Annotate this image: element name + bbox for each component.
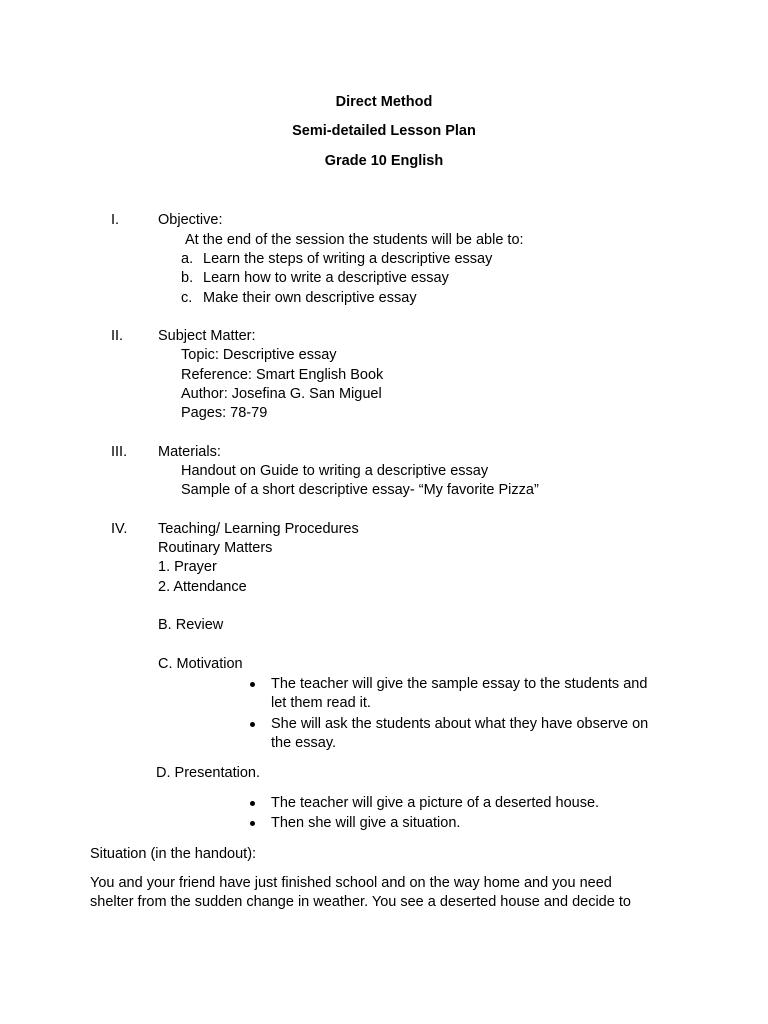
- subject-pages: Pages: 78-79: [181, 405, 268, 421]
- motivation-bullet: She will ask the students about what they have observe on: [271, 716, 649, 732]
- subject-author: Author: Josefina G. San Miguel: [181, 386, 382, 402]
- bullet-icon: [250, 821, 255, 826]
- document-title: Direct Method: [335, 94, 433, 110]
- objective-item: Learn how to write a descriptive essay: [203, 270, 449, 286]
- section-1-numeral: I.: [111, 212, 120, 228]
- motivation-bullet-cont: let them read it.: [271, 695, 371, 711]
- situation-text-line: shelter from the sudden change in weather. You see a deserted house and decide to: [90, 894, 631, 910]
- section-4-heading: Teaching/ Learning Procedures: [158, 521, 359, 537]
- review-heading: B. Review: [158, 617, 224, 633]
- motivation-heading: C. Motivation: [158, 656, 243, 672]
- objective-letter: c.: [181, 290, 193, 306]
- section-2-heading: Subject Matter:: [158, 328, 256, 344]
- objective-letter: b.: [181, 270, 194, 286]
- situation-text-line: You and your friend have just finished school and on the way home and you need: [90, 875, 612, 891]
- subject-topic: Topic: Descriptive essay: [181, 347, 337, 363]
- materials-sample: Sample of a short descriptive essay- “My favorite Pizza”: [181, 482, 539, 498]
- section-3-numeral: III.: [111, 444, 128, 460]
- subject-reference: Reference: Smart English Book: [181, 367, 384, 383]
- section-2-numeral: II.: [111, 328, 124, 344]
- section-3-heading: Materials:: [158, 444, 221, 460]
- situation-label: Situation (in the handout):: [90, 846, 257, 862]
- materials-handout: Handout on Guide to writing a descriptive essay: [181, 463, 489, 479]
- section-1-heading: Objective:: [158, 212, 223, 228]
- routinary-attendance: 2. Attendance: [158, 579, 247, 595]
- objective-intro: At the end of the session the students will be able to:: [185, 232, 524, 248]
- presentation-heading: D. Presentation.: [156, 765, 260, 781]
- bullet-icon: [250, 682, 255, 687]
- objective-item: Learn the steps of writing a descriptive essay: [203, 251, 493, 267]
- objective-item: Make their own descriptive essay: [203, 290, 417, 306]
- bullet-icon: [250, 801, 255, 806]
- document-grade: Grade 10 English: [324, 153, 444, 169]
- presentation-bullet: Then she will give a situation.: [271, 815, 461, 831]
- presentation-bullet: The teacher will give a picture of a deserted house.: [271, 795, 600, 811]
- objective-letter: a.: [181, 251, 194, 267]
- routinary-prayer: 1. Prayer: [158, 559, 217, 575]
- routinary-matters: Routinary Matters: [158, 540, 273, 556]
- document-subtitle: Semi-detailed Lesson Plan: [292, 123, 476, 139]
- motivation-bullet: The teacher will give the sample essay to the students and: [271, 676, 648, 692]
- section-4-numeral: IV.: [111, 521, 128, 537]
- bullet-icon: [250, 722, 255, 727]
- motivation-bullet-cont: the essay.: [271, 735, 337, 751]
